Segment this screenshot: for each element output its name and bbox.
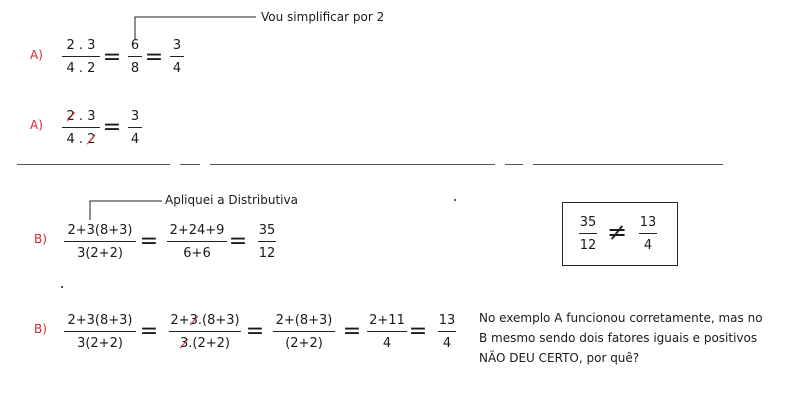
- row1-f2-numerator: 6: [130, 38, 140, 53]
- row4-fraction-2: [160, 312, 250, 352]
- box-fraction-right: [603, 214, 693, 254]
- row2-f1-numerator: 2 . 3: [66, 109, 96, 124]
- row4-fraction-1: [55, 312, 145, 352]
- row3-label: B): [34, 232, 47, 246]
- row4-f4-numerator: 2+11: [369, 313, 405, 328]
- question-line-2: B mesmo sendo dois fatores iguais e positivos: [479, 331, 758, 345]
- row3-fraction-3: [222, 222, 312, 262]
- separator-segment-3: [210, 164, 495, 165]
- box-right-denominator: 4: [643, 238, 653, 253]
- row2-label: A): [30, 118, 43, 132]
- row4-fraction-3: [259, 312, 349, 352]
- row3-annotation-note: Apliquei a Distributiva: [165, 193, 298, 207]
- separator-segment-2: [180, 164, 200, 165]
- not-equal-sign: ≠: [607, 218, 628, 246]
- separator-segment-5: [533, 164, 723, 165]
- row4-f2-denominator: 3.(2+2): [180, 336, 230, 351]
- row1-f1-numerator: 2 . 3: [66, 38, 96, 53]
- row1-annotation-note: Vou simplificar por 2: [261, 10, 385, 24]
- row3-f1-denominator: 3(2+2): [77, 246, 123, 261]
- row4-equals-4: =: [408, 319, 428, 344]
- question-line-1: No exemplo A funcionou corretamente, mas no: [479, 311, 763, 325]
- row2-cancelled-2-den: 2: [87, 132, 96, 147]
- row1-f2-denominator: 8: [130, 61, 140, 76]
- row1-f1-denominator: 4 . 2: [66, 61, 96, 76]
- stray-dot-2: [61, 286, 63, 288]
- row1-equals-2: =: [144, 45, 164, 70]
- row4-f3-denominator: (2+2): [285, 336, 323, 351]
- row3-f3-denominator: 12: [258, 246, 276, 261]
- row4-f3-numerator: 2+(8+3): [275, 313, 333, 328]
- row4-f5-numerator: 13: [438, 313, 456, 328]
- row2-fraction-2: [90, 108, 180, 148]
- row4-cancelled-3-num: 3: [189, 313, 198, 328]
- question-paragraph: [479, 308, 789, 368]
- row3-f3-numerator: 35: [258, 223, 276, 238]
- separator-segment-1: [17, 164, 170, 165]
- row3-f2-numerator: 2+24+9: [169, 223, 225, 238]
- row2-cancelled-2-num: 2: [66, 109, 75, 124]
- row3-equals-1: =: [139, 229, 159, 254]
- row4-f4-denominator: 4: [382, 336, 392, 351]
- row1-f3-denominator: 4: [172, 61, 182, 76]
- row1-f3-numerator: 3: [172, 38, 182, 53]
- stray-dot-1: [454, 199, 456, 201]
- row4-f1-numerator: 2+3(8+3): [67, 313, 133, 328]
- row4-cancelled-3-den: 3: [180, 336, 189, 351]
- row4-equals-1: =: [139, 319, 159, 344]
- box-left-denominator: 12: [579, 238, 597, 253]
- row3-f1-numerator: 2+3(8+3): [67, 223, 133, 238]
- row3-f2-denominator: 6+6: [183, 246, 211, 261]
- box-right-numerator: 13: [639, 215, 657, 230]
- row3-fraction-1: [55, 222, 145, 262]
- row4-f2-numerator: 2+3.(8+3): [170, 313, 240, 328]
- box-left-numerator: 35: [579, 215, 597, 230]
- row4-equals-2: =: [245, 319, 265, 344]
- row4-equals-3: =: [342, 319, 362, 344]
- question-line-3: NÃO DEU CERTO, por quê?: [479, 351, 640, 365]
- row3-annotation-pointer: [86, 196, 166, 222]
- row4-f1-denominator: 3(2+2): [77, 336, 123, 351]
- row1-fraction-3: [132, 37, 222, 77]
- row2-f1-denominator: 4 . 2: [66, 132, 96, 147]
- row2-f2-denominator: 4: [130, 132, 140, 147]
- row1-label: A): [30, 48, 43, 62]
- row2-f2-numerator: 3: [130, 109, 140, 124]
- row4-label: B): [34, 322, 47, 336]
- separator-segment-4: [505, 164, 523, 165]
- row2-equals-1: =: [102, 115, 122, 140]
- row3-equals-2: =: [228, 229, 248, 254]
- row1-annotation-pointer: [130, 12, 260, 42]
- row4-f5-denominator: 4: [442, 336, 452, 351]
- row1-equals-1: =: [102, 45, 122, 70]
